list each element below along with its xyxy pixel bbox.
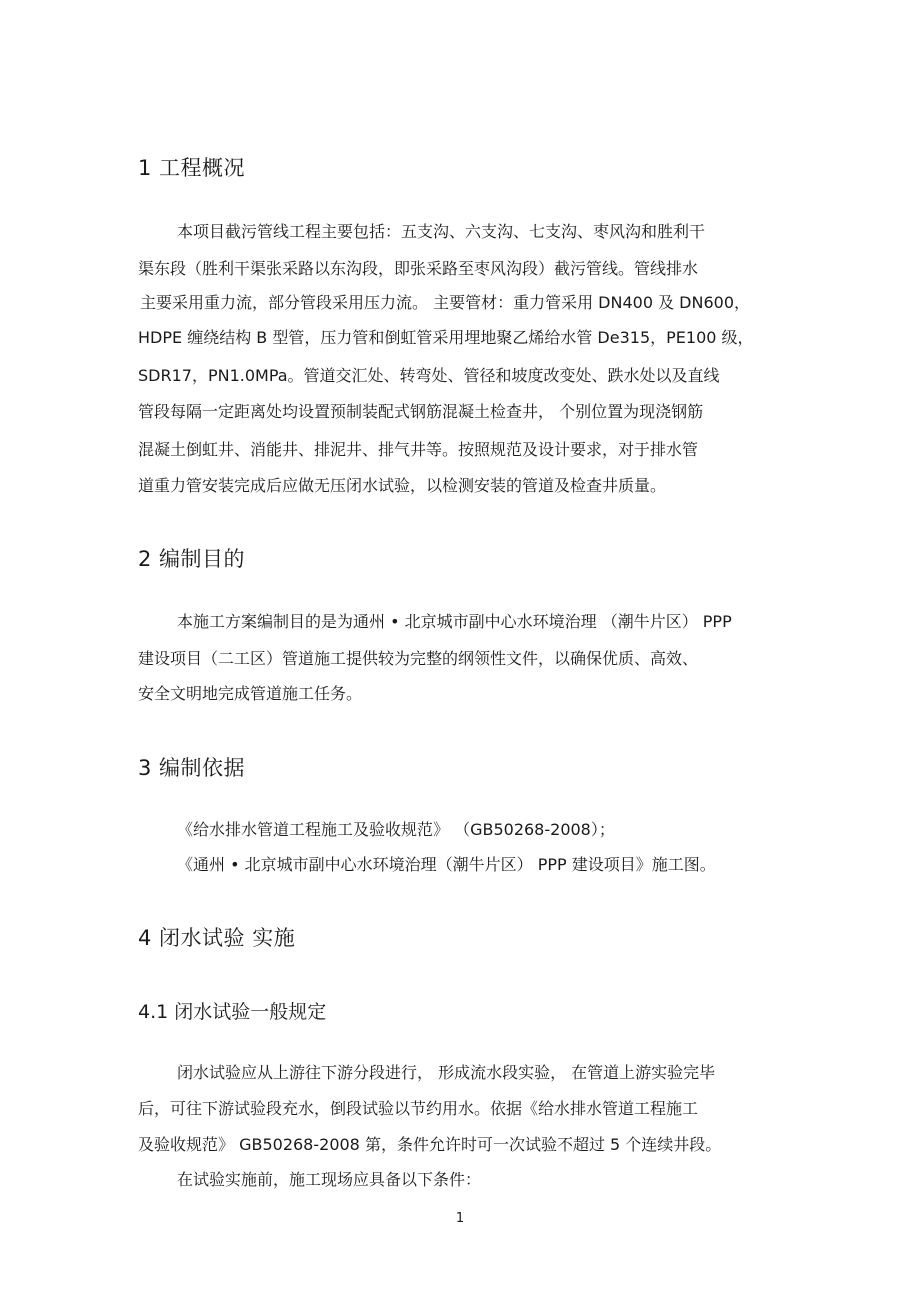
paragraph-line: 安全文明地完成管道施工任务。 xyxy=(138,684,363,703)
section-heading-purpose: 2 编制目的 xyxy=(138,547,246,571)
paragraph-line: 本施工方案编制目的是为通州 • 北京城市副中心水环境治理 （潮牛片区） PPP xyxy=(177,612,732,631)
section-heading-overview: 1 工程概况 xyxy=(138,156,246,180)
subsection-heading-general-rules: 4.1 闭水试验一般规定 xyxy=(138,1001,327,1023)
paragraph-line: 管段每隔一定距离处均设置预制装配式钢筋混凝土检查井， 个别位置为现浇钢筋 xyxy=(138,402,704,421)
paragraph-line: SDR17，PN1.0MPa。管道交汇处、转弯处、管径和坡度改变处、跌水处以及直线 xyxy=(138,366,720,385)
reference-item: 《通州 • 北京城市副中心水环境治理（潮牛片区） PPP 建设项目》施工图。 xyxy=(177,855,716,874)
paragraph-line: 在试验实施前，施工现场应具备以下条件： xyxy=(177,1170,482,1189)
paragraph-line: 混凝土倒虹井、消能井、排泥井、排气井等。按照规范及设计要求，对于排水管 xyxy=(138,440,699,459)
paragraph-line: 渠东段（胜利干渠张采路以东沟段，即张采路至枣风沟段）截污管线。管线排水 xyxy=(138,259,699,278)
section-heading-implementation: 4 闭水试验 实施 xyxy=(138,926,296,950)
section-heading-basis: 3 编制依据 xyxy=(138,756,246,780)
paragraph-line: 及验收规范》 GB50268-2008 第，条件允许时可一次试验不超过 5 个连续井段。 xyxy=(138,1135,722,1154)
paragraph-line: 后，可往下游试验段充水，倒段试验以节约用水。依据《给水排水管道工程施工 xyxy=(138,1099,699,1118)
paragraph-line: 本项目截污管线工程主要包括：五支沟、六支沟、七支沟、枣风沟和胜利干 xyxy=(177,222,706,241)
paragraph-line: 闭水试验应从上游往下游分段进行， 形成流水段实验， 在管道上游实验完毕 xyxy=(177,1063,716,1082)
paragraph-line: 建设项目（二工区）管道施工提供较为完整的纲领性文件，以确保优质、高效、 xyxy=(138,649,699,668)
paragraph-line: HDPE 缠绕结构 B 型管，压力管和倒虹管采用埋地聚乙烯给水管 De315，PE100 级， xyxy=(138,328,754,347)
paragraph-line: 道重力管安装完成后应做无压闭水试验，以检测安装的管道及检查井质量。 xyxy=(138,476,667,495)
page-number: 1 xyxy=(455,1211,465,1226)
reference-item: 《给水排水管道工程施工及验收规范》 （GB50268-2008）； xyxy=(177,820,615,839)
paragraph-line: 主要采用重力流，部分管段采用压力流。 主要管材：重力管采用 DN400 及 DN600， xyxy=(140,293,751,312)
